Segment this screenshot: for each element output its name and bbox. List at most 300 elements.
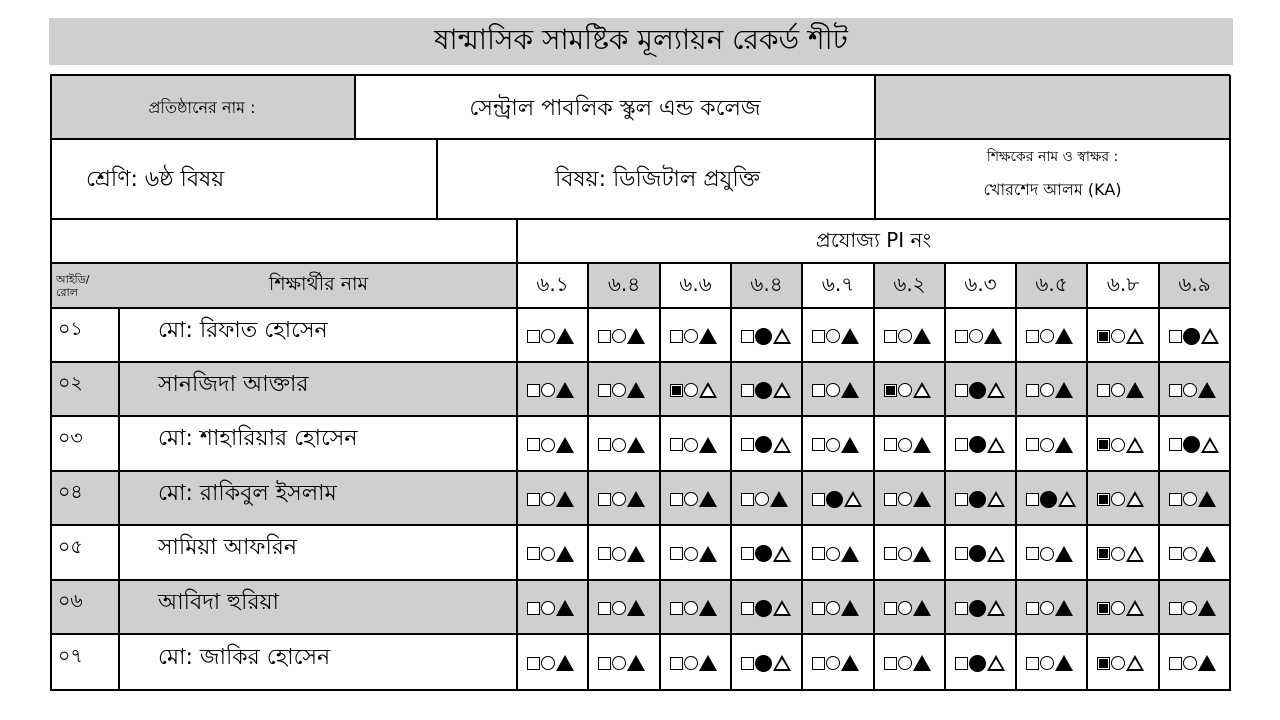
circle-mark-icon	[826, 383, 840, 397]
square-mark-icon	[598, 602, 611, 615]
mark-group	[1169, 326, 1219, 346]
circle-mark-icon	[1111, 656, 1125, 670]
grid-hline	[50, 262, 1230, 264]
square-mark-icon	[1097, 657, 1110, 670]
student-name: সানজিদা আক্তার	[158, 371, 309, 397]
triangle-mark-icon	[1055, 546, 1073, 562]
circle-mark-icon	[1111, 601, 1125, 615]
triangle-mark-icon	[987, 382, 1005, 398]
square-mark-icon	[598, 438, 611, 451]
pi-number: ৬.৮	[1106, 271, 1140, 296]
triangle-mark-icon	[699, 382, 717, 398]
triangle-mark-icon	[627, 655, 645, 671]
triangle-mark-icon	[987, 491, 1005, 507]
square-mark-icon	[1026, 493, 1039, 506]
circle-mark-icon	[541, 547, 555, 561]
mark-group	[1169, 653, 1216, 673]
circle-mark-icon	[898, 547, 912, 561]
mark-group	[670, 544, 717, 564]
subject-label: বিষয়: ডিজিটাল প্রযুক্তি	[554, 167, 760, 192]
pi-number: ৬.৪	[607, 271, 641, 296]
mark-group	[527, 435, 574, 455]
triangle-mark-icon	[699, 600, 717, 616]
square-mark-icon	[741, 657, 754, 670]
mark-group	[527, 653, 574, 673]
square-mark-icon	[1169, 493, 1182, 506]
triangle-mark-icon	[1198, 600, 1216, 616]
circle-mark-icon	[969, 655, 986, 672]
triangle-mark-icon	[773, 546, 791, 562]
student-id: ০৫	[58, 535, 83, 558]
mark-group	[1097, 598, 1144, 618]
square-mark-icon	[955, 384, 968, 397]
triangle-mark-icon	[987, 546, 1005, 562]
id-column-header: আইডি/ রোল	[56, 273, 90, 299]
circle-mark-icon	[826, 656, 840, 670]
triangle-mark-icon	[699, 491, 717, 507]
mark-group	[741, 544, 791, 564]
triangle-mark-icon	[841, 328, 859, 344]
square-mark-icon	[955, 602, 968, 615]
circle-mark-icon	[1040, 491, 1057, 508]
square-mark-icon	[955, 493, 968, 506]
mark-group	[527, 598, 574, 618]
class-info: শ্রেণি: ৬ষ্ঠ বিষয়	[86, 167, 225, 192]
square-mark-icon	[1026, 657, 1039, 670]
pi-number: ৬.৪	[750, 271, 783, 296]
triangle-mark-icon	[773, 437, 791, 453]
mark-group	[812, 435, 859, 455]
circle-mark-icon	[1040, 329, 1054, 343]
mark-group	[527, 489, 574, 509]
circle-mark-icon	[969, 491, 986, 508]
triangle-mark-icon	[1198, 491, 1216, 507]
circle-mark-icon	[1183, 656, 1197, 670]
square-mark-icon	[955, 330, 968, 343]
square-mark-icon	[1026, 602, 1039, 615]
circle-mark-icon	[612, 383, 626, 397]
name-column-header: শিক্ষার্থীর নাম	[268, 272, 369, 295]
square-mark-icon	[812, 330, 825, 343]
square-mark-icon	[670, 602, 683, 615]
square-mark-icon	[670, 438, 683, 451]
square-mark-icon	[1169, 438, 1182, 451]
triangle-mark-icon	[1055, 328, 1073, 344]
mark-group	[1097, 435, 1144, 455]
circle-mark-icon	[826, 438, 840, 452]
circle-mark-icon	[755, 492, 769, 506]
mark-group	[884, 653, 931, 673]
triangle-mark-icon	[773, 655, 791, 671]
mark-group	[955, 435, 1005, 455]
circle-mark-icon	[826, 601, 840, 615]
square-mark-icon	[1097, 493, 1110, 506]
triangle-mark-icon	[1055, 655, 1073, 671]
triangle-mark-icon	[844, 491, 862, 507]
circle-mark-icon	[1183, 492, 1197, 506]
student-name: মো: রিফাত হোসেন	[158, 317, 328, 343]
square-mark-icon	[884, 330, 897, 343]
grid-vline	[354, 75, 356, 139]
square-mark-icon	[884, 438, 897, 451]
triangle-mark-icon	[556, 546, 574, 562]
circle-mark-icon	[684, 656, 698, 670]
triangle-mark-icon	[1055, 600, 1073, 616]
mark-group	[598, 544, 645, 564]
mark-group	[812, 653, 859, 673]
circle-mark-icon	[1040, 656, 1054, 670]
square-mark-icon	[1169, 384, 1182, 397]
square-mark-icon	[670, 330, 683, 343]
page-title	[49, 18, 1233, 65]
mark-group	[955, 489, 1005, 509]
mark-group	[1026, 489, 1076, 509]
grid-hline	[50, 361, 1230, 363]
square-mark-icon	[884, 547, 897, 560]
circle-mark-icon	[612, 329, 626, 343]
square-mark-icon	[670, 384, 683, 397]
mark-group	[1026, 544, 1073, 564]
square-mark-icon	[1169, 330, 1182, 343]
triangle-mark-icon	[841, 600, 859, 616]
square-mark-icon	[598, 657, 611, 670]
mark-group	[1169, 598, 1216, 618]
triangle-mark-icon	[984, 328, 1002, 344]
circle-mark-icon	[541, 438, 555, 452]
institution-name: সেন্ট্রাল পাবলিক স্কুল এন্ড কলেজ	[469, 95, 761, 121]
grid-hline	[50, 218, 1230, 220]
triangle-mark-icon	[841, 437, 859, 453]
circle-mark-icon	[969, 600, 986, 617]
square-mark-icon	[741, 384, 754, 397]
square-mark-icon	[598, 384, 611, 397]
triangle-mark-icon	[556, 491, 574, 507]
triangle-mark-icon	[1198, 655, 1216, 671]
square-mark-icon	[955, 438, 968, 451]
student-name: আবিদা হুরিয়া	[158, 589, 279, 615]
mark-group	[670, 380, 717, 400]
triangle-mark-icon	[627, 328, 645, 344]
grid-hline	[50, 307, 1230, 309]
triangle-mark-icon	[1126, 655, 1144, 671]
triangle-mark-icon	[773, 328, 791, 344]
triangle-mark-icon	[556, 600, 574, 616]
triangle-mark-icon	[770, 491, 788, 507]
mark-group	[812, 489, 862, 509]
grid-vline	[944, 263, 946, 691]
square-mark-icon	[812, 602, 825, 615]
triangle-mark-icon	[556, 382, 574, 398]
table-top-border	[50, 74, 1230, 76]
pi-number: ৬.৩	[964, 271, 997, 296]
circle-mark-icon	[898, 438, 912, 452]
student-id: ০৪	[58, 481, 83, 503]
circle-mark-icon	[541, 601, 555, 615]
mark-group	[812, 380, 859, 400]
triangle-mark-icon	[913, 328, 931, 344]
mark-group	[598, 489, 645, 509]
mark-group	[812, 326, 859, 346]
circle-mark-icon	[1111, 547, 1125, 561]
triangle-mark-icon	[1201, 328, 1219, 344]
grid-hline	[50, 633, 1230, 635]
circle-mark-icon	[898, 329, 912, 343]
mark-group	[598, 380, 645, 400]
square-mark-icon	[741, 547, 754, 560]
mark-group	[1097, 544, 1144, 564]
circle-mark-icon	[755, 600, 772, 617]
triangle-mark-icon	[627, 382, 645, 398]
grid-vline	[801, 263, 803, 691]
mark-group	[670, 598, 717, 618]
circle-mark-icon	[1040, 438, 1054, 452]
circle-mark-icon	[969, 545, 986, 562]
table-left-border	[50, 75, 52, 691]
mark-group	[1169, 489, 1216, 509]
pi-number: ৬.৯	[1178, 271, 1211, 296]
triangle-mark-icon	[556, 655, 574, 671]
triangle-mark-icon	[913, 382, 931, 398]
grid-vline	[516, 219, 518, 691]
circle-mark-icon	[898, 601, 912, 615]
mark-group	[812, 544, 859, 564]
mark-group	[955, 380, 1005, 400]
triangle-mark-icon	[627, 600, 645, 616]
student-id: ০১	[58, 318, 83, 340]
grid-vline	[730, 263, 732, 691]
mark-group	[884, 380, 931, 400]
triangle-mark-icon	[1126, 382, 1144, 398]
mark-group	[1026, 326, 1073, 346]
triangle-mark-icon	[913, 546, 931, 562]
grid-vline	[1086, 263, 1088, 691]
mark-group	[884, 489, 931, 509]
triangle-mark-icon	[1126, 600, 1144, 616]
triangle-mark-icon	[987, 655, 1005, 671]
square-mark-icon	[670, 493, 683, 506]
mark-group	[955, 326, 1002, 346]
square-mark-icon	[1097, 602, 1110, 615]
square-mark-icon	[812, 384, 825, 397]
circle-mark-icon	[1040, 383, 1054, 397]
square-mark-icon	[527, 493, 540, 506]
student-id: ০২	[58, 372, 83, 394]
mark-group	[1097, 326, 1144, 346]
grid-hline	[50, 415, 1230, 417]
mark-group	[741, 380, 791, 400]
circle-mark-icon	[898, 492, 912, 506]
circle-mark-icon	[612, 601, 626, 615]
triangle-mark-icon	[841, 546, 859, 562]
circle-mark-icon	[898, 656, 912, 670]
square-mark-icon	[1097, 438, 1110, 451]
square-mark-icon	[884, 493, 897, 506]
grid-hline	[50, 470, 1230, 472]
grid-vline	[436, 139, 438, 219]
triangle-mark-icon	[1126, 328, 1144, 344]
square-mark-icon	[1169, 547, 1182, 560]
grid-vline	[118, 308, 120, 691]
square-mark-icon	[598, 547, 611, 560]
circle-mark-icon	[684, 492, 698, 506]
mark-group	[884, 326, 931, 346]
mark-group	[1026, 653, 1073, 673]
triangle-mark-icon	[987, 437, 1005, 453]
pi-number: ৬.৭	[821, 271, 855, 296]
teacher-name: খোরশেদ আলম (KA)	[983, 179, 1122, 199]
triangle-mark-icon	[1126, 546, 1144, 562]
mark-group	[955, 598, 1005, 618]
mark-group	[884, 544, 931, 564]
triangle-mark-icon	[841, 655, 859, 671]
triangle-mark-icon	[627, 437, 645, 453]
circle-mark-icon	[1183, 383, 1197, 397]
triangle-mark-icon	[1198, 546, 1216, 562]
grid-hline	[50, 689, 1230, 691]
square-mark-icon	[527, 384, 540, 397]
pi-header: প্রযোজ্য PI নং	[815, 227, 932, 252]
square-mark-icon	[812, 493, 825, 506]
mark-group	[1097, 380, 1144, 400]
square-mark-icon	[741, 438, 754, 451]
triangle-mark-icon	[1126, 491, 1144, 507]
triangle-mark-icon	[987, 600, 1005, 616]
mark-group	[527, 544, 574, 564]
square-mark-icon	[884, 657, 897, 670]
square-mark-icon	[884, 602, 897, 615]
square-mark-icon	[670, 547, 683, 560]
mark-group	[741, 489, 788, 509]
student-name: মো: রাকিবুল ইসলাম	[158, 480, 337, 506]
mark-group	[1097, 489, 1144, 509]
circle-mark-icon	[541, 656, 555, 670]
mark-group	[527, 380, 574, 400]
top-right-cell	[875, 76, 1230, 138]
circle-mark-icon	[684, 329, 698, 343]
circle-mark-icon	[1040, 601, 1054, 615]
pi-number: ৬.৬	[679, 271, 712, 296]
mark-group	[741, 435, 791, 455]
circle-mark-icon	[755, 328, 772, 345]
circle-mark-icon	[612, 438, 626, 452]
mark-group	[670, 489, 717, 509]
circle-mark-icon	[1111, 329, 1125, 343]
circle-mark-icon	[1183, 547, 1197, 561]
mark-group	[1026, 380, 1073, 400]
triangle-mark-icon	[913, 491, 931, 507]
square-mark-icon	[884, 384, 897, 397]
student-name: সামিয়া আফরিন	[158, 535, 298, 560]
mark-group	[670, 326, 717, 346]
student-id: ০৭	[58, 645, 83, 667]
student-name: মো: জাকির হোসেন	[158, 644, 331, 670]
square-mark-icon	[812, 547, 825, 560]
square-mark-icon	[741, 330, 754, 343]
mark-group	[1169, 544, 1216, 564]
square-mark-icon	[598, 330, 611, 343]
mark-group	[955, 544, 1005, 564]
mark-group	[598, 435, 645, 455]
circle-mark-icon	[612, 547, 626, 561]
mark-group	[670, 653, 717, 673]
pi-number: ৬.১	[536, 271, 569, 296]
circle-mark-icon	[969, 329, 983, 343]
triangle-mark-icon	[556, 437, 574, 453]
square-mark-icon	[741, 493, 754, 506]
square-mark-icon	[527, 602, 540, 615]
square-mark-icon	[1097, 384, 1110, 397]
circle-mark-icon	[898, 383, 912, 397]
circle-mark-icon	[684, 601, 698, 615]
mark-group	[527, 326, 574, 346]
grid-vline	[1015, 263, 1017, 691]
grid-hline	[50, 524, 1230, 526]
square-mark-icon	[527, 547, 540, 560]
circle-mark-icon	[969, 382, 986, 399]
circle-mark-icon	[969, 436, 986, 453]
grid-hline	[50, 579, 1230, 581]
square-mark-icon	[955, 657, 968, 670]
square-mark-icon	[741, 602, 754, 615]
square-mark-icon	[1026, 438, 1039, 451]
pi-number: ৬.২	[893, 271, 926, 296]
mark-group	[741, 598, 791, 618]
grid-vline	[587, 263, 589, 691]
triangle-mark-icon	[913, 437, 931, 453]
square-mark-icon	[1026, 330, 1039, 343]
mark-group	[812, 598, 859, 618]
mark-group	[884, 435, 931, 455]
mark-group	[884, 598, 931, 618]
grid-vline	[873, 263, 875, 691]
triangle-mark-icon	[699, 328, 717, 344]
square-mark-icon	[1026, 547, 1039, 560]
circle-mark-icon	[755, 545, 772, 562]
grid-hline	[50, 138, 1230, 140]
square-mark-icon	[955, 547, 968, 560]
teacher-label: শিক্ষকের নাম ও স্বাক্ষর :	[986, 149, 1119, 165]
pi-number: ৬.৫	[1035, 271, 1068, 296]
circle-mark-icon	[541, 492, 555, 506]
student-name: মো: শাহারিয়ার হোসেন	[158, 426, 358, 451]
circle-mark-icon	[541, 329, 555, 343]
table-right-border	[1229, 75, 1231, 691]
triangle-mark-icon	[1126, 437, 1144, 453]
square-mark-icon	[527, 330, 540, 343]
circle-mark-icon	[826, 329, 840, 343]
square-mark-icon	[1097, 547, 1110, 560]
square-mark-icon	[1097, 330, 1110, 343]
mark-group	[1097, 653, 1144, 673]
circle-mark-icon	[1111, 438, 1125, 452]
circle-mark-icon	[541, 383, 555, 397]
circle-mark-icon	[684, 547, 698, 561]
mark-group	[598, 598, 645, 618]
triangle-mark-icon	[773, 382, 791, 398]
grid-vline	[659, 263, 661, 691]
square-mark-icon	[1169, 657, 1182, 670]
student-id: ০৬	[58, 590, 83, 612]
triangle-mark-icon	[556, 328, 574, 344]
triangle-mark-icon	[1201, 437, 1219, 453]
grid-vline	[874, 75, 876, 219]
circle-mark-icon	[612, 492, 626, 506]
square-mark-icon	[527, 657, 540, 670]
square-mark-icon	[1026, 384, 1039, 397]
mark-group	[741, 653, 791, 673]
triangle-mark-icon	[1055, 382, 1073, 398]
triangle-mark-icon	[913, 655, 931, 671]
